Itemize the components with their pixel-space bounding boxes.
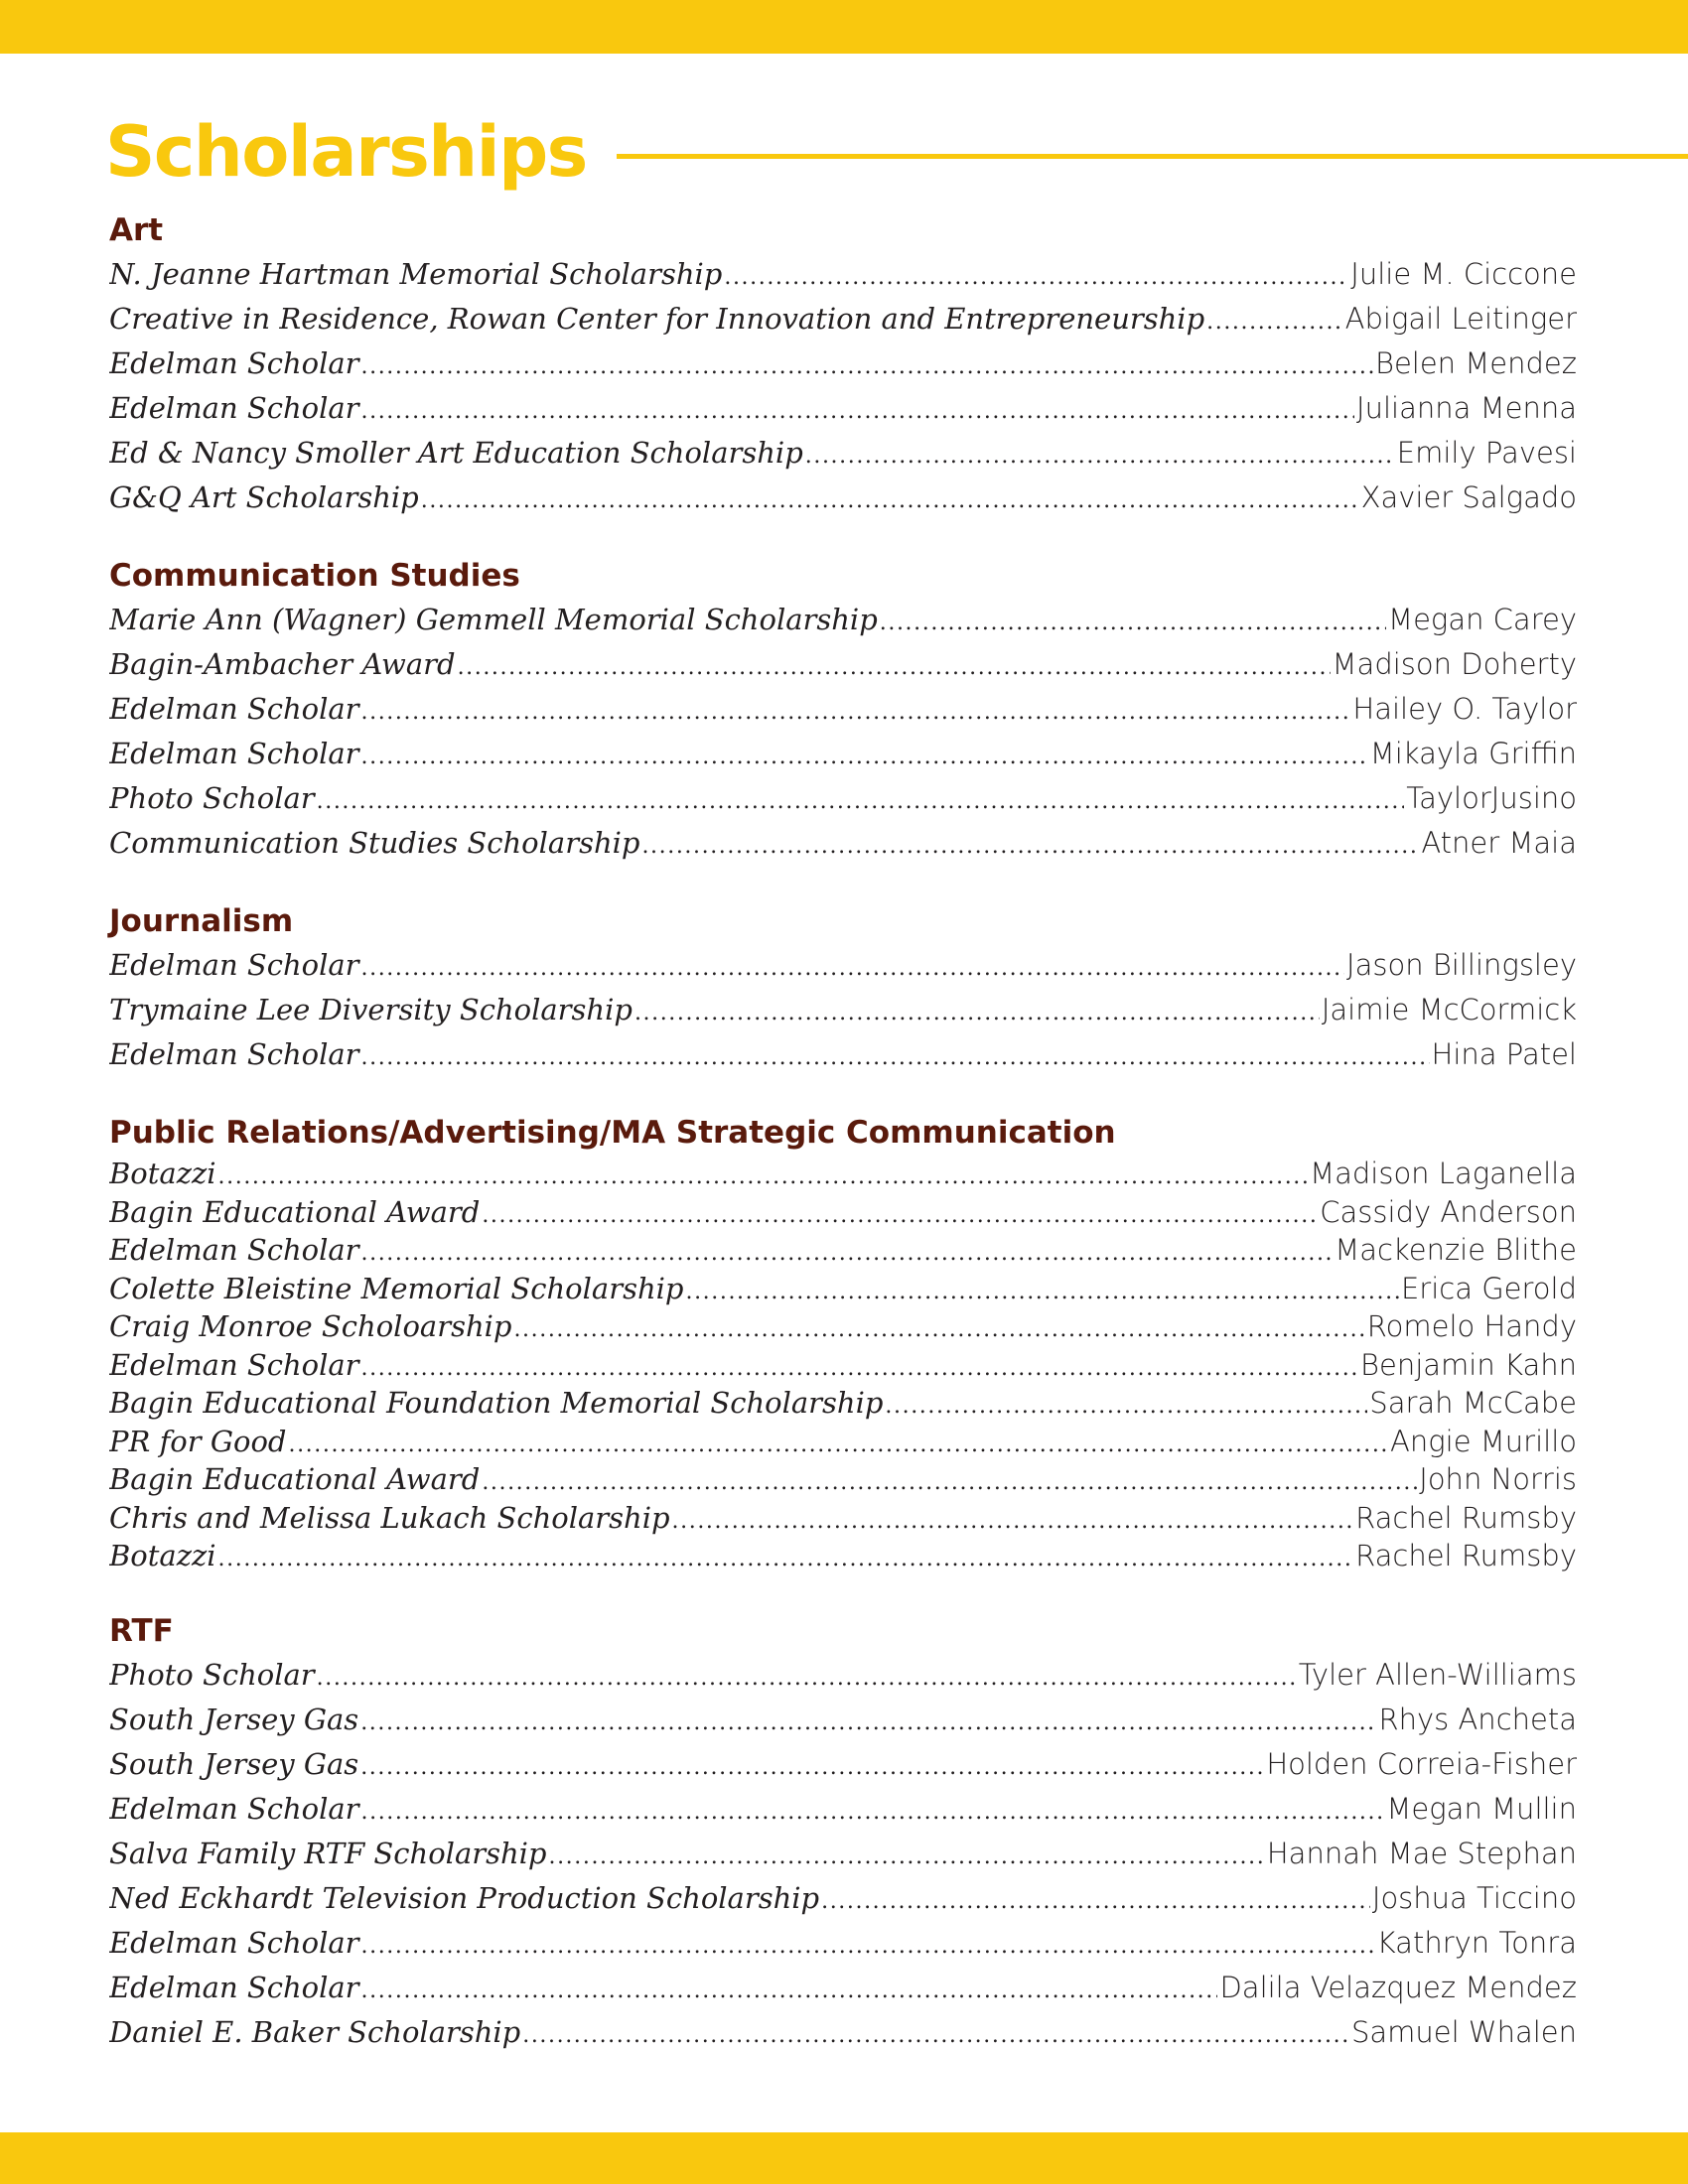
award-name: Botazzi xyxy=(109,1539,216,1572)
list-item xyxy=(109,1460,1577,1499)
dot-leader xyxy=(361,389,1355,431)
list-item xyxy=(109,386,1577,431)
award-name: Creative in Residence, Rowan Center for Innovation and Entrepreneurship xyxy=(109,302,1205,336)
recipient-name: Dalila Velazquez Mendez xyxy=(1219,1970,1577,2004)
award-name: South Jersey Gas xyxy=(109,1702,359,1736)
dot-leader xyxy=(360,1701,1376,1742)
recipient-name: Megan Mullin xyxy=(1386,1791,1577,1826)
section-heading: Communication Studies xyxy=(109,558,520,594)
list-item xyxy=(109,341,1577,386)
dot-leader xyxy=(1206,300,1343,341)
award-name: Edelman Scholar xyxy=(109,391,359,425)
dot-leader xyxy=(317,779,1405,821)
list-item xyxy=(109,1698,1577,1742)
recipient-name: Emily Pavesi xyxy=(1396,436,1577,470)
title-rule xyxy=(617,154,1688,159)
award-name: Bagin Educational Foundation Memorial Scholarship xyxy=(109,1386,884,1420)
award-name: Craig Monroe Scholoarship xyxy=(109,1309,512,1343)
award-name: Edelman Scholar xyxy=(109,1037,359,1071)
award-name: South Jersey Gas xyxy=(109,1746,359,1781)
section-heading: RTF xyxy=(109,1612,174,1649)
list-item xyxy=(109,943,1577,988)
recipient-name: Benjamin Kahn xyxy=(1360,1347,1577,1382)
recipient-name: Madison Laganella xyxy=(1310,1157,1577,1190)
list-item xyxy=(109,776,1577,821)
list-item xyxy=(109,1653,1577,1698)
award-name: Photo Scholar xyxy=(109,1657,315,1692)
list-item xyxy=(109,1193,1577,1232)
list-item xyxy=(109,1832,1577,1876)
list-item xyxy=(109,476,1577,520)
recipient-name: Romelo Handy xyxy=(1366,1309,1577,1343)
list-item xyxy=(109,687,1577,732)
list-item xyxy=(109,431,1577,476)
recipient-name: Joshua Ticcino xyxy=(1371,1880,1577,1915)
award-name: G&Q Art Scholarship xyxy=(109,480,419,514)
recipient-name: Atner Maia xyxy=(1421,826,1577,860)
award-name: Bagin-Ambacher Award xyxy=(109,647,456,681)
dot-leader xyxy=(805,434,1395,476)
dot-leader xyxy=(880,601,1386,642)
award-name: Edelman Scholar xyxy=(109,1970,359,2004)
list-item xyxy=(109,821,1577,866)
award-name: Edelman Scholar xyxy=(109,737,359,770)
dot-leader xyxy=(685,1274,1398,1308)
award-name: Edelman Scholar xyxy=(109,1347,359,1382)
dot-leader xyxy=(549,1835,1265,1876)
scholarship-list xyxy=(109,208,1577,2089)
list-item xyxy=(109,1270,1577,1308)
dot-leader xyxy=(482,1197,1318,1232)
recipient-name: Angie Murillo xyxy=(1390,1424,1577,1458)
award-name: Edelman Scholar xyxy=(109,1925,359,1960)
award-name: Marie Ann (Wagner) Gemmell Memorial Scholarship xyxy=(109,603,878,636)
list-item xyxy=(109,598,1577,642)
list-item xyxy=(109,2010,1577,2055)
list-item xyxy=(109,1346,1577,1385)
list-item xyxy=(109,988,1577,1032)
dot-leader xyxy=(218,1159,1309,1193)
recipient-name: Rhys Ancheta xyxy=(1378,1702,1577,1736)
top-accent-band xyxy=(0,0,1688,54)
dot-leader xyxy=(361,1924,1375,1966)
list-item xyxy=(109,1742,1577,1787)
list-item xyxy=(109,732,1577,776)
award-name: Edelman Scholar xyxy=(109,1791,359,1826)
dot-leader xyxy=(641,824,1419,866)
section-heading: Art xyxy=(109,212,164,248)
recipient-name: Tyler Allen-Williams xyxy=(1298,1657,1577,1692)
list-item xyxy=(109,1966,1577,2010)
recipient-name: Hina Patel xyxy=(1431,1037,1577,1071)
recipient-name: Megan Carey xyxy=(1388,603,1577,636)
recipient-name: Holden Correia-Fisher xyxy=(1266,1746,1577,1781)
dot-leader xyxy=(724,255,1348,297)
award-name: Edelman Scholar xyxy=(109,346,359,380)
dot-leader xyxy=(513,1311,1364,1346)
recipient-name: Julianna Menna xyxy=(1356,391,1577,425)
list-item xyxy=(109,1499,1577,1538)
list-item xyxy=(109,1537,1577,1575)
recipient-name: Cassidy Anderson xyxy=(1320,1194,1577,1229)
recipient-name: Rachel Rumsby xyxy=(1355,1500,1577,1535)
recipient-name: Mikayla Griffin xyxy=(1369,737,1577,770)
recipient-name: Samuel Whalen xyxy=(1350,2014,1577,2049)
dot-leader xyxy=(361,735,1368,776)
section-heading: Journalism xyxy=(109,903,294,939)
recipient-name: Rachel Rumsby xyxy=(1355,1539,1577,1572)
recipient-name: Abigail Leitinger xyxy=(1344,302,1577,336)
award-name: Photo Scholar xyxy=(109,781,315,815)
recipient-name: Hannah Mae Stephan xyxy=(1266,1836,1577,1870)
dot-leader xyxy=(218,1541,1354,1575)
dot-leader xyxy=(361,1790,1385,1832)
award-name: Bagin Educational Award xyxy=(109,1194,481,1229)
list-item xyxy=(109,252,1577,297)
dot-leader xyxy=(672,1503,1354,1538)
bottom-accent-band xyxy=(0,2132,1688,2184)
list-item xyxy=(109,1032,1577,1077)
dot-leader xyxy=(821,1879,1370,1921)
list-item xyxy=(109,1921,1577,1966)
award-name: Edelman Scholar xyxy=(109,1233,359,1267)
section-journalism xyxy=(109,899,1577,1077)
dot-leader xyxy=(522,2013,1349,2055)
award-name: Chris and Melissa Lukach Scholarship xyxy=(109,1500,670,1535)
dot-leader xyxy=(361,690,1351,732)
recipient-name: Erica Gerold xyxy=(1400,1271,1577,1305)
award-name: Botazzi xyxy=(109,1157,216,1190)
page-title: Scholarships xyxy=(105,111,587,193)
recipient-name: Jaimie McCormick xyxy=(1321,993,1577,1026)
section-art xyxy=(109,208,1577,520)
list-item xyxy=(109,1307,1577,1346)
award-name: Edelman Scholar xyxy=(109,948,359,982)
page-header xyxy=(105,107,1688,197)
recipient-name: Julie M. Ciccone xyxy=(1350,257,1577,291)
recipient-name: Kathryn Tonra xyxy=(1376,1925,1577,1960)
dot-leader xyxy=(289,1427,1389,1461)
award-name: PR for Good xyxy=(109,1424,287,1458)
recipient-name: Xavier Salgado xyxy=(1360,480,1577,514)
section-rtf xyxy=(109,1609,1577,2055)
dot-leader xyxy=(317,1656,1297,1698)
list-item xyxy=(109,1876,1577,1921)
award-name: Ned Eckhardt Television Production Scholarship xyxy=(109,1880,820,1915)
list-item xyxy=(109,1787,1577,1832)
award-name: Daniel E. Baker Scholarship xyxy=(109,2014,521,2049)
dot-leader xyxy=(361,946,1345,988)
recipient-name: Jason Billingsley xyxy=(1346,948,1577,982)
dot-leader xyxy=(421,478,1359,520)
award-name: Edelman Scholar xyxy=(109,692,359,726)
dot-leader xyxy=(482,1464,1417,1499)
section-communication-studies xyxy=(109,554,1577,866)
dot-leader xyxy=(361,1969,1218,2010)
recipient-name: Madison Doherty xyxy=(1332,647,1577,681)
dot-leader xyxy=(361,1350,1358,1385)
award-name: N. Jeanne Hartman Memorial Scholarship xyxy=(109,257,723,291)
award-name: Bagin Educational Award xyxy=(109,1462,481,1496)
award-name: Trymaine Lee Diversity Scholarship xyxy=(109,993,633,1026)
dot-leader xyxy=(361,344,1373,386)
section-public-relations xyxy=(109,1111,1577,1575)
dot-leader xyxy=(885,1388,1367,1423)
award-name: Salva Family RTF Scholarship xyxy=(109,1836,547,1870)
list-item xyxy=(109,297,1577,341)
recipient-name: TaylorJusino xyxy=(1406,781,1577,815)
recipient-name: Sarah McCabe xyxy=(1369,1386,1577,1420)
dot-leader xyxy=(634,991,1320,1032)
dot-leader xyxy=(361,1035,1430,1077)
dot-leader xyxy=(361,1235,1334,1270)
section-heading: Public Relations/Advertising/MA Strategic Communication xyxy=(109,1115,1116,1151)
list-item xyxy=(109,642,1577,687)
award-name: Ed & Nancy Smoller Art Education Scholarship xyxy=(109,436,803,470)
recipient-name: Belen Mendez xyxy=(1374,346,1577,380)
recipient-name: Hailey O. Taylor xyxy=(1352,692,1577,726)
list-item xyxy=(109,1423,1577,1461)
list-item xyxy=(109,1155,1577,1193)
dot-leader xyxy=(360,1745,1264,1787)
recipient-name: John Norris xyxy=(1419,1462,1577,1496)
list-item xyxy=(109,1231,1577,1270)
recipient-name: Mackenzie Blithe xyxy=(1335,1233,1577,1267)
award-name: Communication Studies Scholarship xyxy=(109,826,640,860)
dot-leader xyxy=(458,645,1331,687)
list-item xyxy=(109,1384,1577,1423)
award-name: Colette Bleistine Memorial Scholarship xyxy=(109,1271,684,1305)
